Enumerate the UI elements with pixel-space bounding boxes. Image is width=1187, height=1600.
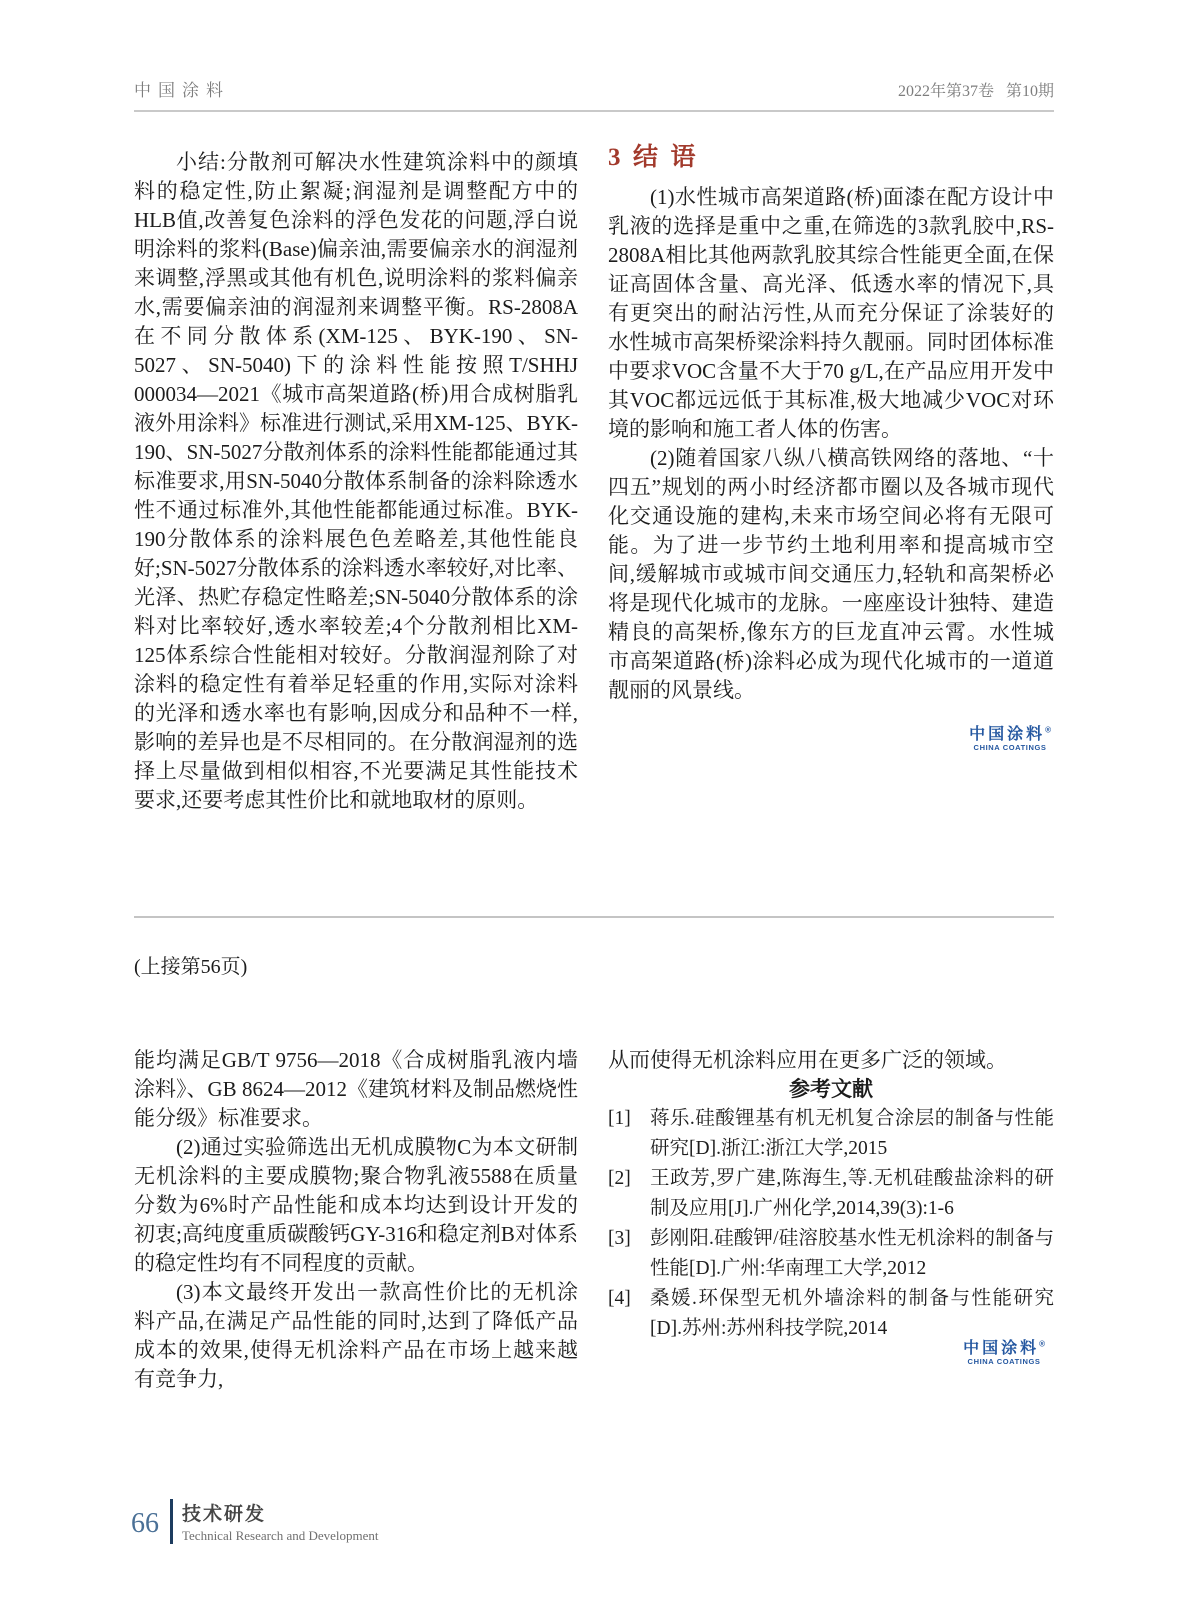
bottom-paragraph-2: (2)通过实验筛选出无机成膜物C为本文研制无机涂料的主要成膜物;聚合物乳液5588在质量分数为6%时产品性能和成本均达到设计开发的初衷;高纯度重质碳酸钙GY-316和稳定剂B对体系的稳定性均有不同程度的贡献。 <box>134 1135 578 1275</box>
logo-en-text: CHINA COATINGS <box>967 1356 1041 1366</box>
logo-cn-text: 中国涂料 <box>969 726 1046 743</box>
conclusion-paragraph-1: (1)水性城市高架道路(桥)面漆在配方设计中乳液的选择是重中之重,在筛选的3款乳胶中,RS-2808A相比其他两款乳胶其综合性能更全面,在保证高固体含量、高光泽、低透水率的情况下,具有更突出的耐沾污性,从而充分保证了涂装好的水性城市高架桥梁涂料持久靓丽。同时团体标准中要求VOC含量不大于70 g/L,在产品应用开发中其VOC都远远低于其标准,极大地减少VOC对环境的影响和施工者人体的伤害。 <box>608 185 1054 441</box>
china-coatings-logo <box>963 1340 1045 1366</box>
continuation-note: (上接第56页) <box>134 956 248 978</box>
registered-mark-icon: ® <box>1045 725 1051 735</box>
reference-text: 桑媛.环保型无机外墙涂料的制备与性能研究[D].苏州:苏州科技学院,2014 <box>650 1288 1054 1339</box>
references-heading: 参考文献 <box>789 1077 873 1101</box>
bottom-left-column <box>134 1046 578 1394</box>
footer-section-titles <box>182 1499 379 1544</box>
logo-cn-text: 中国涂料 <box>963 1340 1040 1357</box>
footer-section-cn: 技术研发 <box>182 1504 267 1525</box>
reference-number: [1] <box>608 1108 631 1129</box>
reference-number: [3] <box>608 1228 631 1249</box>
top-right-column <box>608 143 1054 705</box>
reference-item <box>608 1164 1054 1224</box>
bottom-paragraph-1: 能均满足GB/T 9756—2018《合成树脂乳液内墙涂料》、GB 8624—2012《建筑材料及制品燃烧性能分级》标准要求。 <box>134 1048 578 1130</box>
bottom-paragraph-3: (3)本文最终开发出一款高性价比的无机涂料产品,在满足产品性能的同时,达到了降低产品成本的效果,使得无机涂料产品在市场上越来越有竞争力, <box>134 1280 578 1391</box>
top-left-column <box>134 148 578 815</box>
conclusion-paragraph-2: (2)随着国家八纵八横高铁网络的落地、“十四五”规划的两小时经济都市圈以及各城市现代化交通设施的建构,未来市场空间必将有无限可能。为了进一步节约土地利用率和提高城市空间,缓解城市或城市间交通压力,轻轨和高架桥必将是现代化城市的龙脉。一座座设计独特、建造精良的高架桥,像东方的巨龙直冲云霄。水性城市高架道路(桥)涂料必成为现代化城市的一道道靓丽的风景线。 <box>608 446 1054 702</box>
china-coatings-logo <box>969 726 1051 752</box>
conclusion-heading: 3 结 语 <box>608 144 696 171</box>
page-footer <box>131 1499 379 1544</box>
bottom-lead-paragraph: 从而使得无机涂料应用在更多广泛的领域。 <box>608 1048 1007 1072</box>
journal-name: 中国涂料 <box>134 81 230 100</box>
reference-text: 王政芳,罗广建,陈海生,等.无机硅酸盐涂料的研制及应用[J].广州化学,2014,39(3):1-6 <box>650 1168 1054 1219</box>
logo-en-text: CHINA COATINGS <box>973 742 1047 752</box>
footer-section-en: Technical Research and Development <box>182 1528 379 1543</box>
references-list <box>608 1104 1054 1344</box>
section-divider <box>134 916 1054 918</box>
reference-text: 蒋乐.硅酸锂基有机无机复合涂层的制备与性能研究[D].浙江:浙江大学,2015 <box>650 1108 1054 1159</box>
reference-item <box>608 1104 1054 1164</box>
registered-mark-icon: ® <box>1039 1339 1045 1349</box>
reference-text: 彭刚阳.硅酸钾/硅溶胶基水性无机涂料的制备与性能[D].广州:华南理工大学,2012 <box>650 1228 1054 1279</box>
page-header <box>134 76 1054 112</box>
reference-number: [4] <box>608 1288 631 1309</box>
reference-number: [2] <box>608 1168 631 1189</box>
summary-paragraph: 小结:分散剂可解决水性建筑涂料中的颜填料的稳定性,防止絮凝;润湿剂是调整配方中的HLB值,改善复色涂料的浮色发花的问题,浮白说明涂料的浆料(Base)偏亲油,需要偏亲水的润湿剂来调整,浮黑或其他有机色,说明涂料的浆料偏亲水,需要偏亲油的润湿剂来调整平衡。RS-2808A在不同分散体系(XM-125、BYK-190、SN-5027、SN-5040)下的涂料性能按照T/SHHJ 000034—2021《城市高架道路(桥)用合成树脂乳液外用涂料》标准进行测试,采用XM-125、BYK-190、SN-5027分散剂体系的涂料性能都能通过其标准要求,用SN-5040分散体系制备的涂料除透水性不通过标准外,其他性能都能通过标准。BYK-190分散体系的涂料展色色差略差,其他性能良好;SN-5027分散体系的涂料透水率较好,对比率、光泽、热贮存稳定性略差;SN-5040分散体系的涂料对比率较好,透水率较差;4个分散剂相比XM-125体系综合性能相对较好。分散润湿剂除了对涂料的稳定性有着举足轻重的作用,实际对涂料的光泽和透水率也有影响,因成分和品种不一样,影响的差异也是不尽相同的。在分散润湿剂的选择上尽量做到相似相容,不光要满足其性能技术要求,还要考虑其性价比和就地取材的原则。 <box>134 150 578 812</box>
reference-item <box>608 1284 1054 1344</box>
bottom-right-column <box>608 1046 1054 1344</box>
footer-divider-bar <box>170 1499 173 1544</box>
issue-info: 2022年第37卷 第10期 <box>897 83 1054 100</box>
page-number: 66 <box>131 1508 159 1539</box>
reference-item <box>608 1224 1054 1284</box>
